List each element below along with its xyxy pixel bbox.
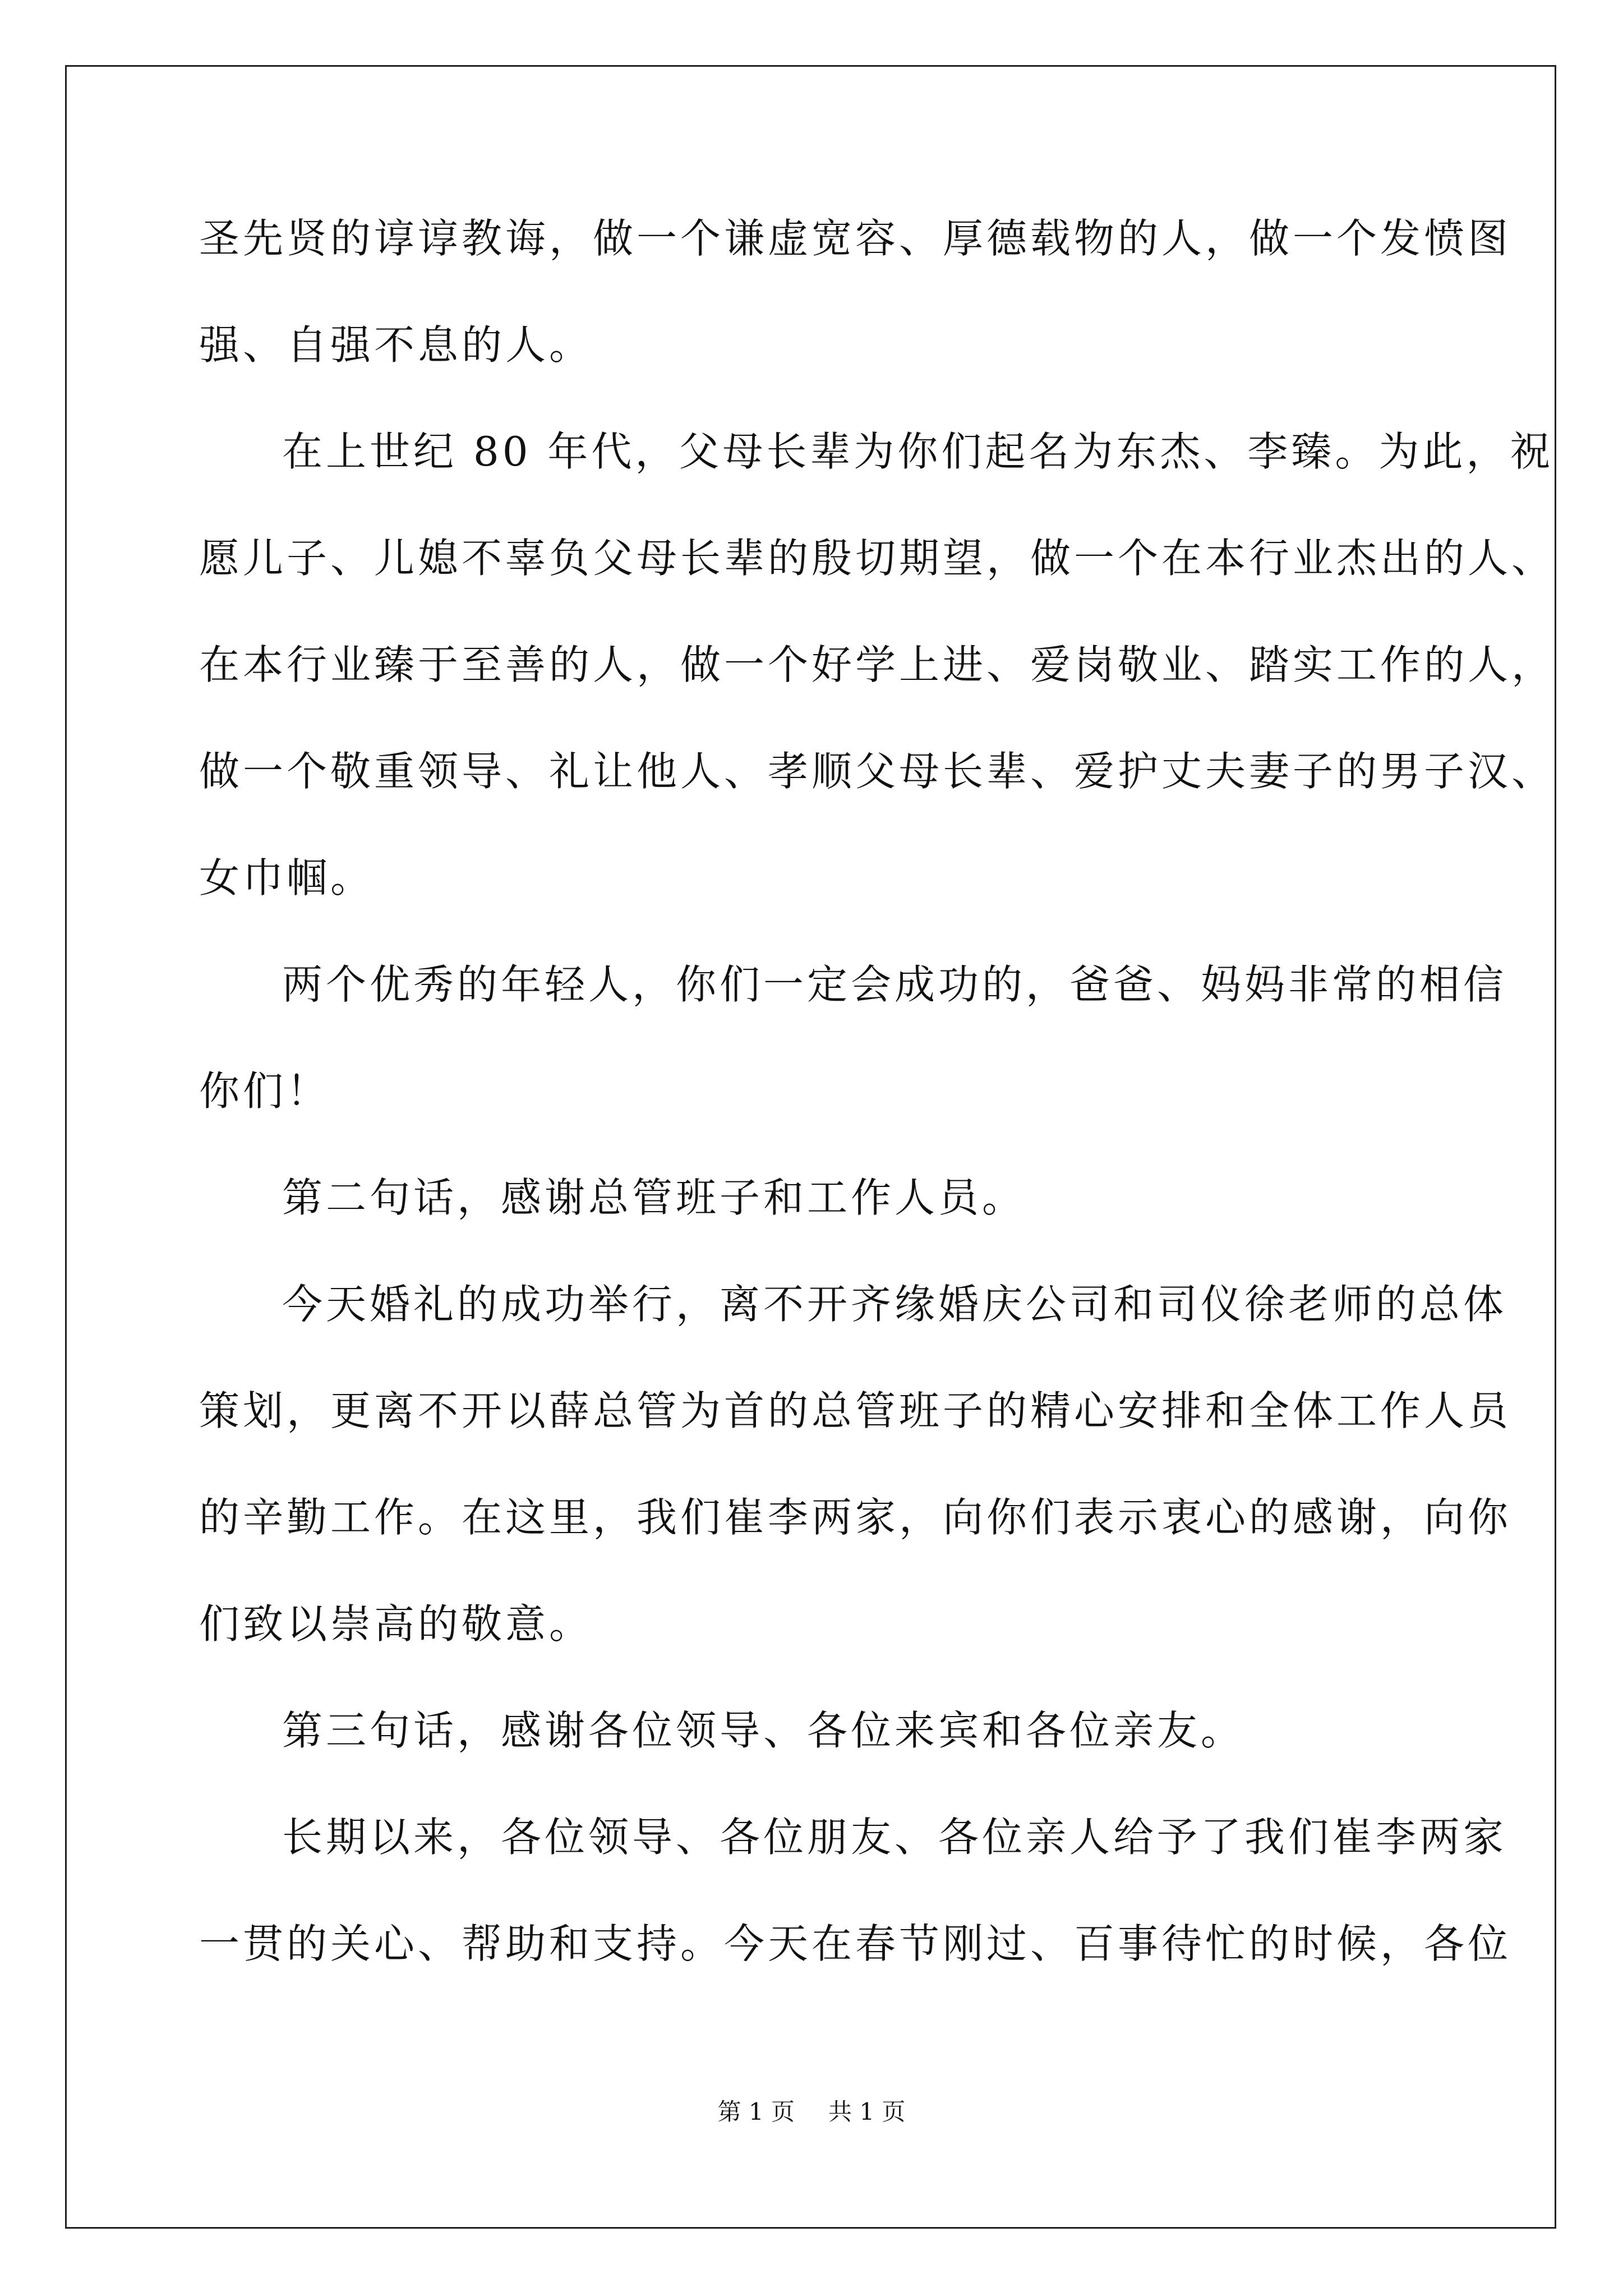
- paragraph-start-line: 长期以来，各位领导、各位朋友、各位亲人给予了我们崔李两家: [282, 1814, 1507, 1861]
- page-footer: [0, 2095, 1623, 2129]
- page-number: 第 1 页: [717, 2098, 795, 2125]
- paragraph-start-line: 第三句话，感谢各位领导、各位来宾和各位亲友。: [282, 1707, 1245, 1754]
- text-line: 做一个敬重领导、礼让他人、孝顺父母长辈、爱护丈夫妻子的男子汉、: [199, 748, 1556, 795]
- text-line: 圣先贤的谆谆教诲，做一个谦虚宽容、厚德载物的人，做一个发愤图: [199, 215, 1512, 262]
- page-total: 共 1 页: [828, 2098, 906, 2125]
- text-line: 愿儿子、儿媳不辜负父母长辈的殷切期望，做一个在本行业杰出的人、: [199, 535, 1556, 582]
- paragraph-start-line: 第二句话，感谢总管班子和工作人员。: [282, 1174, 1026, 1221]
- text-line: 女巾帼。: [199, 854, 375, 901]
- paragraph-start-line: 在上世纪 80 年代，父母长辈为你们起名为东杰、李臻。为此，祝: [282, 428, 1554, 475]
- text-line: 们致以崇高的敬意。: [199, 1600, 593, 1648]
- text-line: 强、自强不息的人。: [199, 321, 593, 369]
- text-line: 一贯的关心、帮助和支持。今天在春节刚过、百事待忙的时候，各位: [199, 1920, 1512, 1967]
- text-line: 你们！: [199, 1068, 331, 1115]
- paragraph-start-line: 今天婚礼的成功举行，离不开齐缘婚庆公司和司仪徐老师的总体: [282, 1281, 1507, 1328]
- text-line: 策划，更离不开以薛总管为首的总管班子的精心安排和全体工作人员: [199, 1387, 1512, 1434]
- page-border: [65, 65, 1556, 2229]
- text-line: 在本行业臻于至善的人，做一个好学上进、爱岗敬业、踏实工作的人，: [199, 641, 1556, 688]
- text-line: 的辛勤工作。在这里，我们崔李两家，向你们表示衷心的感谢，向你: [199, 1494, 1512, 1541]
- paragraph-start-line: 两个优秀的年轻人，你们一定会成功的，爸爸、妈妈非常的相信: [282, 961, 1507, 1008]
